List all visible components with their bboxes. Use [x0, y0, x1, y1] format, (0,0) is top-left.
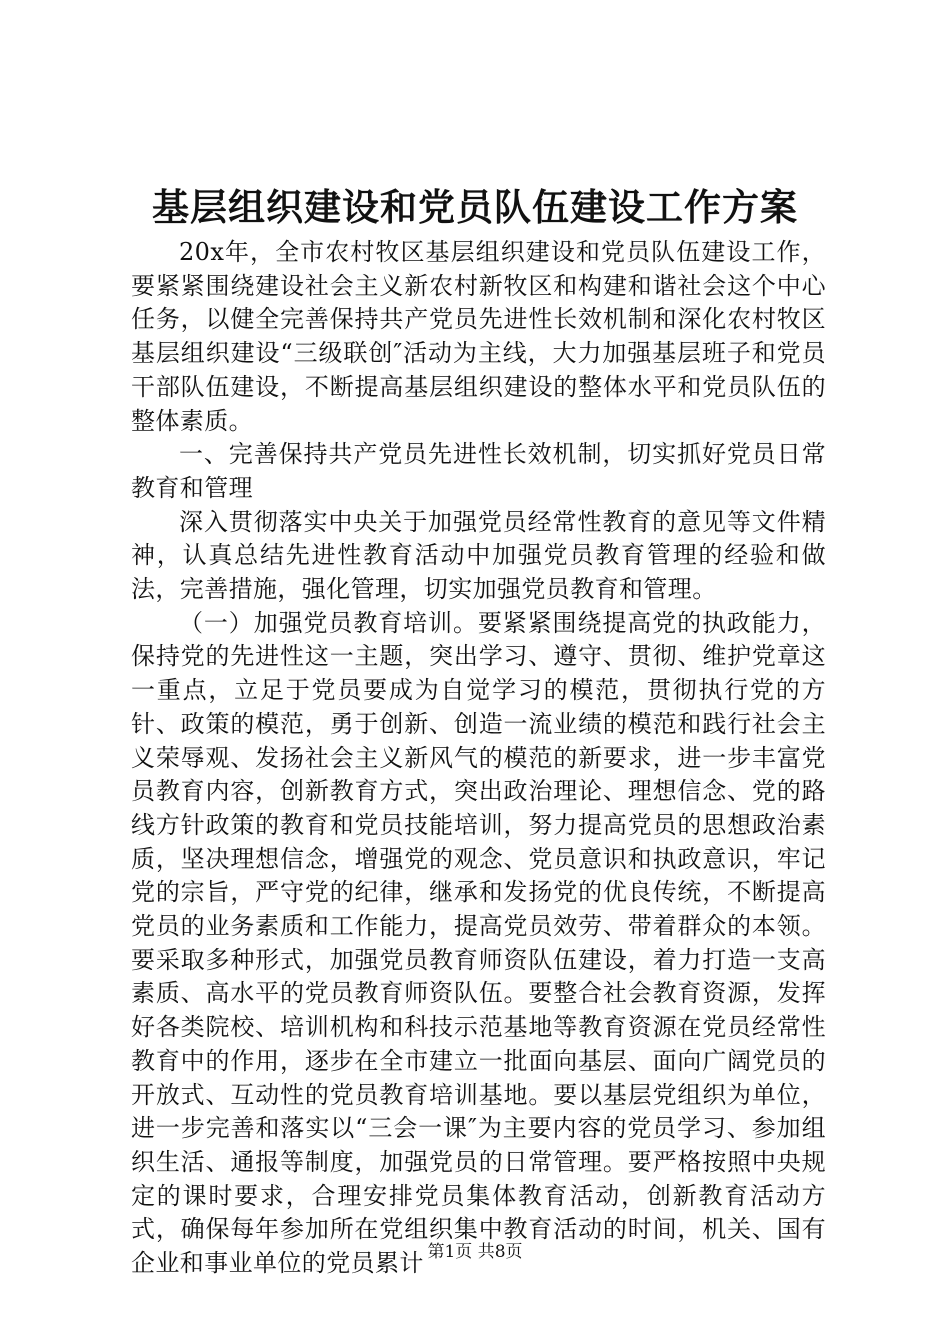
page-number: 第1页 — [427, 1242, 473, 1262]
section-heading-1: 一、完善保持共产党员先进性长效机制，切实抓好党员日常教育和管理 — [131, 440, 826, 502]
document-body — [131, 236, 826, 1281]
paragraph-section-1-summary: 深入贯彻落实中央关于加强党员经常性教育的意见等文件精神，认真总结先进性教育活动中加强党员教育管理的经验和做法，完善措施，强化管理，切实加强党员教育和管理。 — [131, 507, 826, 604]
page-footer — [0, 1240, 950, 1264]
page-total: 共8页 — [477, 1242, 523, 1262]
document-title: 基层组织建设和党员队伍建设工作方案 — [152, 185, 798, 229]
paragraph-subsection-1: （一）加强党员教育培训。要紧紧围绕提高党的执政能力，保持党的先进性这一主题，突出学习、遵守、贯彻、维护党章这一重点，立足于党员要成为自觉学习的模范，贯彻执行党的方针、政策的模范，勇于创新、创造一流业绩的模范和践行社会主义荣辱观、发扬社会主义新风气的模范的新要求，进一步丰富党员教育内容，创新教育方式，突出政治理论、理想信念、党的路线方针政策的教育和党员技能培训，努力提高党员的思想政治素质，坚决理想信念，增强党的观念、党员意识和执政意识，牢记党的宗旨，严守党的纪律，继承和发扬党的优良传统，不断提高党员的业务素质和工作能力，提高党员效劳、带着群众的本领。要采取多种形式，加强党员教育师资队伍建设，着力打造一支高素质、高水平的党员教育师资队伍。要整合社会教育资源，发挥好各类院校、培训机构和科技示范基地等教育资源在党员经常性教育中的作用，逐步在全市建立一批面向基层、面向广阔党员的开放式、互动性的党员教育培训基地。要以基层党组织为单位，进一步完善和落实以“三会一课″为主要内容的党员学习、参加组织生活、通报等制度，加强党员的日常管理。要严格按照中央规定的课时要求，合理安排党员集体教育活动，创新教育活动方式，确保每年参加所在党组织集中教育活动的时间，机关、国有企业和事业单位的党员累计 — [131, 608, 826, 1278]
paragraph-intro: 20x年，全市农村牧区基层组织建设和党员队伍建设工作，要紧紧围绕建设社会主义新农村新牧区和构建和谐社会这个中心任务，以健全完善保持共产党员先进性长效机制和深化农村牧区基层组织建设“三级联创″活动为主线，大力加强基层班子和党员干部队伍建设，不断提高基层组织建设的整体水平和党员队伍的整体素质。 — [131, 238, 826, 435]
